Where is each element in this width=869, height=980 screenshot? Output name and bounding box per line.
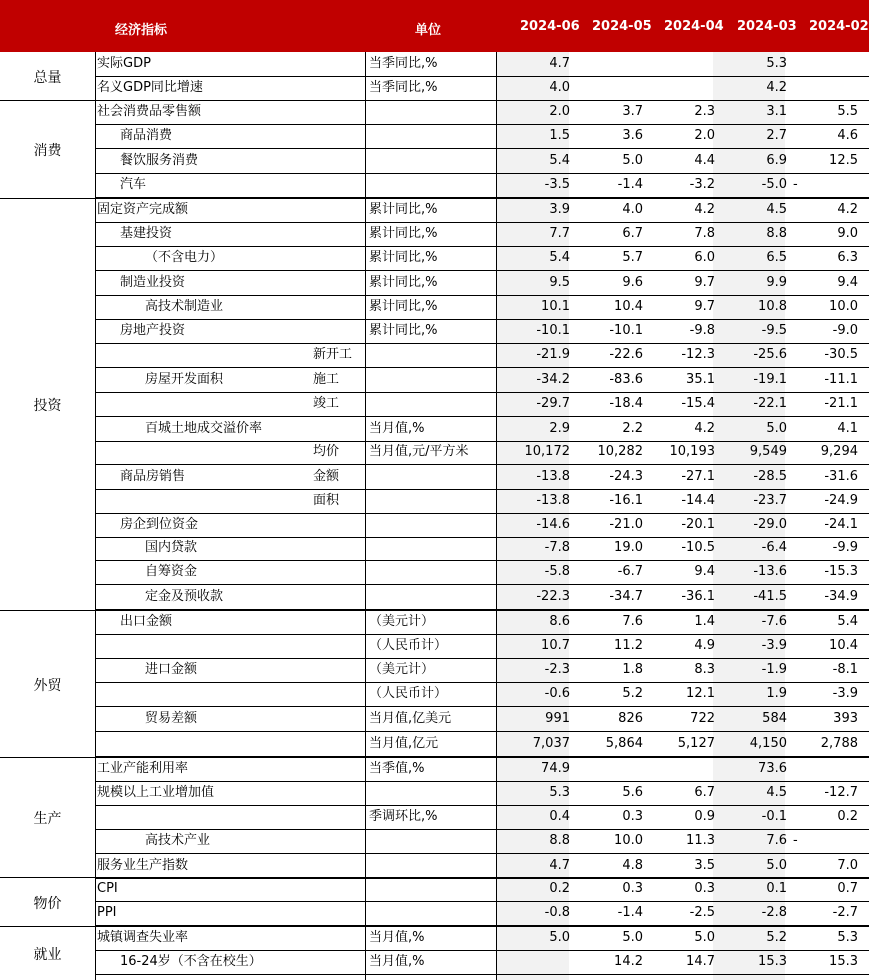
- row-label: 名义GDP同比增速: [97, 80, 203, 95]
- row-label: PPI: [97, 905, 117, 920]
- row-divider: [96, 270, 869, 271]
- value-cell: -13.8: [536, 493, 570, 508]
- value-cell: 4.0: [549, 80, 570, 95]
- value-cell: -9.0: [832, 323, 858, 338]
- value-cell: 0.3: [622, 881, 643, 896]
- value-cell: 9,294: [820, 444, 858, 459]
- row-divider: [96, 319, 869, 320]
- value-cell: 4.2: [766, 80, 787, 95]
- section-label: 就业: [33, 947, 62, 963]
- value-cell: -3.2: [689, 177, 715, 192]
- row-divider: [96, 878, 869, 879]
- row-label: 餐饮服务消费: [120, 153, 199, 168]
- value-cell: -6.7: [617, 564, 643, 579]
- value-cell: -5.0: [761, 177, 787, 192]
- row-label: 房地产投资: [120, 323, 186, 338]
- row-sublabel: 竣工: [313, 396, 340, 411]
- row-unit: 累计同比,%: [369, 323, 438, 338]
- value-cell: 5.5: [837, 104, 858, 119]
- row-label: 制造业投资: [120, 275, 186, 290]
- row-divider: [96, 173, 869, 174]
- value-cell: 4,150: [749, 736, 787, 751]
- section-label: 消费: [33, 143, 62, 159]
- row-label: 自筹资金: [145, 564, 198, 579]
- value-cell: 0.1: [766, 881, 787, 896]
- value-cell: -12.7: [824, 785, 858, 800]
- value-cell: 0.3: [694, 881, 715, 896]
- value-cell: -22.1: [753, 396, 787, 411]
- value-cell: 8.8: [549, 833, 570, 848]
- value-cell: 10.8: [758, 299, 787, 314]
- value-cell: -19.1: [753, 372, 787, 387]
- value-cell: 10.0: [614, 833, 643, 848]
- value-cell: 826: [618, 711, 643, 726]
- value-cell: 6.7: [622, 226, 643, 241]
- row-unit: 当季同比,%: [369, 80, 438, 95]
- row-label: 基建投资: [120, 226, 173, 241]
- value-cell: -23.7: [753, 493, 787, 508]
- header-period-0: 2024-06: [520, 19, 580, 34]
- value-cell: 2,788: [820, 736, 858, 751]
- value-cell: -14.6: [536, 517, 570, 532]
- section-divider: [0, 757, 869, 758]
- value-cell: 6.7: [694, 785, 715, 800]
- value-cell: 3.7: [622, 104, 643, 119]
- value-cell: -22.3: [536, 589, 570, 604]
- value-cell: 6.3: [837, 250, 858, 265]
- value-cell: -28.5: [753, 469, 787, 484]
- value-cell: 7.7: [549, 226, 570, 241]
- row-label: CPI: [97, 881, 118, 896]
- value-cell: 9.6: [622, 275, 643, 290]
- value-cell: 7.8: [694, 226, 715, 241]
- value-cell: 7.6: [622, 614, 643, 629]
- value-cell: 11.2: [614, 638, 643, 653]
- value-cell: -7.8: [544, 540, 570, 555]
- value-cell: 2.0: [694, 128, 715, 143]
- value-cell: -30.5: [824, 347, 858, 362]
- value-cell: 6.9: [766, 153, 787, 168]
- row-label: 房企到位资金: [120, 517, 199, 532]
- value-cell: 5.7: [622, 250, 643, 265]
- value-cell: 3.9: [549, 202, 570, 217]
- value-cell: 584: [762, 711, 787, 726]
- section-divider: [0, 926, 869, 927]
- row-sublabel: 新开工: [313, 347, 353, 362]
- value-cell: 6.5: [766, 250, 787, 265]
- row-unit: 累计同比,%: [369, 299, 438, 314]
- row-label: 固定资产完成额: [97, 202, 189, 217]
- value-cell: 2.2: [622, 421, 643, 436]
- value-cell: 10,282: [597, 444, 643, 459]
- value-cell: -12.3: [681, 347, 715, 362]
- row-label: 百城土地成交溢价率: [145, 421, 263, 436]
- value-cell: -13.8: [536, 469, 570, 484]
- value-cell: 4.4: [694, 153, 715, 168]
- value-cell: -21.0: [609, 517, 643, 532]
- row-divider: [96, 100, 869, 101]
- value-cell: 9,549: [749, 444, 787, 459]
- value-cell: 10.7: [541, 638, 570, 653]
- value-cell: 10,172: [524, 444, 570, 459]
- value-cell: -1.9: [761, 662, 787, 677]
- row-label: （不含电力）: [145, 250, 224, 265]
- row-divider: [96, 489, 869, 490]
- row-unit: 当季值,%: [369, 761, 425, 776]
- value-cell: 1.8: [622, 662, 643, 677]
- row-unit: 当月值,%: [369, 954, 425, 969]
- value-cell: 73.6: [758, 761, 787, 776]
- value-cell: -21.1: [824, 396, 858, 411]
- value-cell: 10.1: [541, 299, 570, 314]
- row-unit: 当月值,%: [369, 930, 425, 945]
- section-label: 投资: [33, 398, 62, 414]
- value-cell: -15.4: [681, 396, 715, 411]
- row-divider: [96, 925, 869, 926]
- value-cell: 9.4: [694, 564, 715, 579]
- header-period-2: 2024-04: [664, 19, 724, 34]
- value-cell: 5.3: [766, 56, 787, 71]
- value-cell: -83.6: [609, 372, 643, 387]
- section-divider: [0, 198, 869, 199]
- row-divider: [96, 901, 869, 902]
- value-cell: 6.0: [694, 250, 715, 265]
- row-unit: 累计同比,%: [369, 250, 438, 265]
- value-cell: -29.7: [536, 396, 570, 411]
- value-cell: 3.6: [622, 128, 643, 143]
- value-cell: 7.0: [837, 858, 858, 873]
- value-cell: 5,127: [677, 736, 715, 751]
- row-unit: 当月值,元/平方米: [369, 444, 469, 459]
- row-divider: [96, 416, 869, 417]
- row-label: 国内贷款: [145, 540, 198, 555]
- row-divider: [96, 634, 869, 635]
- value-cell: 2.3: [694, 104, 715, 119]
- value-cell: 10.4: [614, 299, 643, 314]
- row-label: 贸易差额: [145, 711, 198, 726]
- row-divider: [96, 609, 869, 610]
- row-unit: （人民币计）: [369, 638, 448, 653]
- value-cell: 0.2: [549, 881, 570, 896]
- value-cell: -8.1: [832, 662, 858, 677]
- row-sublabel: 施工: [313, 372, 340, 387]
- value-cell: 4.0: [622, 202, 643, 217]
- row-label: 汽车: [120, 177, 147, 192]
- row-label: 服务业生产指数: [97, 858, 189, 873]
- value-cell: 5.0: [622, 930, 643, 945]
- value-cell: -10.5: [681, 540, 715, 555]
- value-cell: -9.5: [761, 323, 787, 338]
- section-label: 总量: [33, 70, 62, 86]
- row-divider: [96, 682, 869, 683]
- row-label: 房屋开发面积: [145, 372, 224, 387]
- value-cell: -31.6: [824, 469, 858, 484]
- value-cell: -0.1: [761, 809, 787, 824]
- value-cell: 5.4: [837, 614, 858, 629]
- row-unit: （美元计）: [369, 614, 435, 629]
- value-cell: -6.4: [761, 540, 787, 555]
- value-cell: 15.3: [758, 954, 787, 969]
- value-cell: -3.5: [544, 177, 570, 192]
- row-unit: 累计同比,%: [369, 226, 438, 241]
- row-label: 出口金额: [120, 614, 173, 629]
- row-divider: [96, 76, 869, 77]
- value-cell: 4.7: [549, 56, 570, 71]
- value-cell: 5.0: [694, 930, 715, 945]
- value-cell: 9.7: [694, 275, 715, 290]
- column-divider: [95, 52, 96, 980]
- value-cell: 4.5: [766, 202, 787, 217]
- value-cell: 4.2: [694, 421, 715, 436]
- value-cell: -2.8: [761, 905, 787, 920]
- value-cell: 12.1: [686, 686, 715, 701]
- row-divider: [96, 584, 869, 585]
- value-cell: -1.4: [617, 905, 643, 920]
- value-cell: 1.9: [766, 686, 787, 701]
- row-unit: 当月值,亿美元: [369, 711, 452, 726]
- section-label: 物价: [33, 895, 62, 912]
- value-cell: -13.6: [753, 564, 787, 579]
- section-divider: [0, 610, 869, 611]
- row-divider: [96, 829, 869, 830]
- value-cell: 10,193: [669, 444, 715, 459]
- header-period-1: 2024-05: [592, 19, 652, 34]
- value-cell: 4.8: [622, 858, 643, 873]
- column-divider: [496, 52, 497, 980]
- value-cell: -0.8: [544, 905, 570, 920]
- value-cell: 0.4: [549, 809, 570, 824]
- row-unit: 当季同比,%: [369, 56, 438, 71]
- row-divider: [96, 367, 869, 368]
- row-label: 社会消费品零售额: [97, 104, 202, 119]
- row-divider: [96, 295, 869, 296]
- value-cell: -10.1: [609, 323, 643, 338]
- row-unit: （人民币计）: [369, 686, 448, 701]
- value-cell: 5.0: [766, 421, 787, 436]
- value-cell: -16.1: [609, 493, 643, 508]
- value-cell: -10.1: [536, 323, 570, 338]
- value-cell: -2.5: [689, 905, 715, 920]
- row-divider: [96, 441, 869, 442]
- value-cell: 5.2: [622, 686, 643, 701]
- section-label: 生产: [33, 811, 62, 827]
- row-label: 商品消费: [120, 128, 173, 143]
- value-cell: 3.5: [694, 858, 715, 873]
- value-cell: 11.3: [686, 833, 715, 848]
- row-divider: [96, 805, 869, 806]
- value-cell: -11.1: [824, 372, 858, 387]
- value-cell: 9.7: [694, 299, 715, 314]
- value-cell: 722: [690, 711, 715, 726]
- value-cell: 5.6: [622, 785, 643, 800]
- value-cell: -7.6: [761, 614, 787, 629]
- row-divider: [96, 853, 869, 854]
- row-divider: [96, 974, 869, 975]
- value-cell: -: [793, 177, 798, 192]
- row-divider: [96, 343, 869, 344]
- row-unit: 累计同比,%: [369, 202, 438, 217]
- value-cell: 5.3: [837, 930, 858, 945]
- row-divider: [96, 731, 869, 732]
- row-divider: [96, 464, 869, 465]
- value-cell: -41.5: [753, 589, 787, 604]
- value-cell: 2.0: [549, 104, 570, 119]
- value-cell: -21.9: [536, 347, 570, 362]
- value-cell: -2.3: [544, 662, 570, 677]
- row-label: 高技术产业: [145, 833, 211, 848]
- row-divider: [96, 392, 869, 393]
- value-cell: 10.4: [829, 638, 858, 653]
- value-cell: 4.2: [837, 202, 858, 217]
- row-divider: [96, 124, 869, 125]
- value-cell: 8.3: [694, 662, 715, 677]
- value-cell: -24.3: [609, 469, 643, 484]
- value-cell: 4.7: [549, 858, 570, 873]
- value-cell: -0.6: [544, 686, 570, 701]
- header-indicator: 经济指标: [115, 23, 168, 38]
- value-cell: -20.1: [681, 517, 715, 532]
- row-label: 规模以上工业增加值: [97, 785, 215, 800]
- row-label: 16-24岁（不含在校生）: [120, 954, 262, 969]
- row-divider: [96, 222, 869, 223]
- section-label: 外贸: [33, 677, 62, 694]
- row-sublabel: 均价: [313, 444, 340, 459]
- value-cell: -18.4: [609, 396, 643, 411]
- row-unit: 当月值,亿元: [369, 736, 439, 751]
- value-cell: 0.9: [694, 809, 715, 824]
- value-cell: 3.1: [766, 104, 787, 119]
- row-label: 工业产能利用率: [97, 761, 189, 776]
- row-divider: [96, 560, 869, 561]
- value-cell: 5.0: [622, 153, 643, 168]
- value-cell: 5,864: [605, 736, 643, 751]
- row-unit: （美元计）: [369, 662, 435, 677]
- value-cell: -34.7: [609, 589, 643, 604]
- row-divider: [96, 513, 869, 514]
- value-cell: -5.8: [544, 564, 570, 579]
- header-unit: 单位: [415, 23, 442, 38]
- value-cell: 7,037: [532, 736, 570, 751]
- value-cell: -15.3: [824, 564, 858, 579]
- header-period-4: 2024-02: [809, 19, 869, 34]
- value-cell: 4.1: [837, 421, 858, 436]
- value-cell: 8.6: [549, 614, 570, 629]
- row-divider: [96, 781, 869, 782]
- value-cell: 35.1: [686, 372, 715, 387]
- value-cell: -1.4: [617, 177, 643, 192]
- value-cell: 14.2: [614, 954, 643, 969]
- value-cell: -3.9: [761, 638, 787, 653]
- row-unit: 累计同比,%: [369, 275, 438, 290]
- value-cell: 9.4: [837, 275, 858, 290]
- value-cell: 12.5: [829, 153, 858, 168]
- value-cell: 5.0: [766, 858, 787, 873]
- value-cell: 5.2: [766, 930, 787, 945]
- value-cell: 4.2: [694, 202, 715, 217]
- row-label: 进口金额: [145, 662, 198, 677]
- value-cell: -25.6: [753, 347, 787, 362]
- value-cell: -34.9: [824, 589, 858, 604]
- row-label: 商品房销售: [120, 469, 186, 484]
- value-cell: -: [793, 833, 798, 848]
- value-cell: 2.7: [766, 128, 787, 143]
- value-cell: 14.7: [686, 954, 715, 969]
- value-cell: -24.1: [824, 517, 858, 532]
- row-sublabel: 金额: [313, 469, 340, 484]
- value-cell: 0.7: [837, 881, 858, 896]
- value-cell: -2.7: [832, 905, 858, 920]
- value-cell: 393: [833, 711, 858, 726]
- value-cell: 5.4: [549, 153, 570, 168]
- value-cell: 5.0: [549, 930, 570, 945]
- value-cell: 0.3: [622, 809, 643, 824]
- value-cell: 991: [545, 711, 570, 726]
- row-label: 城镇调查失业率: [97, 930, 189, 945]
- value-cell: -24.9: [824, 493, 858, 508]
- row-divider: [96, 148, 869, 149]
- value-cell: 4.5: [766, 785, 787, 800]
- value-cell: 2.9: [549, 421, 570, 436]
- table-header: [0, 0, 869, 52]
- value-cell: 4.9: [694, 638, 715, 653]
- value-cell: 9.5: [549, 275, 570, 290]
- value-cell: 10.0: [829, 299, 858, 314]
- row-divider: [96, 706, 869, 707]
- value-cell: -36.1: [681, 589, 715, 604]
- row-label: 实际GDP: [97, 56, 151, 71]
- row-sublabel: 面积: [313, 493, 340, 508]
- value-cell: 7.6: [766, 833, 787, 848]
- value-cell: -22.6: [609, 347, 643, 362]
- header-period-3: 2024-03: [737, 19, 797, 34]
- value-cell: 9.0: [837, 226, 858, 241]
- row-divider: [96, 246, 869, 247]
- value-cell: -3.9: [832, 686, 858, 701]
- value-cell: -34.2: [536, 372, 570, 387]
- value-cell: 9.9: [766, 275, 787, 290]
- row-divider: [96, 950, 869, 951]
- row-unit: 当月值,%: [369, 421, 425, 436]
- value-cell: 0.2: [837, 809, 858, 824]
- value-cell: 1.4: [694, 614, 715, 629]
- value-cell: -29.0: [753, 517, 787, 532]
- value-cell: 4.6: [837, 128, 858, 143]
- column-divider: [365, 52, 366, 980]
- value-cell: 1.5: [549, 128, 570, 143]
- value-cell: -27.1: [681, 469, 715, 484]
- value-cell: 19.0: [614, 540, 643, 555]
- value-cell: 15.3: [829, 954, 858, 969]
- value-cell: -9.9: [832, 540, 858, 555]
- value-cell: 74.9: [541, 761, 570, 776]
- row-label: 定金及预收款: [145, 589, 224, 604]
- row-divider: [96, 658, 869, 659]
- row-unit: 季调环比,%: [369, 809, 438, 824]
- value-cell: 5.4: [549, 250, 570, 265]
- row-divider: [96, 197, 869, 198]
- value-cell: 5.3: [549, 785, 570, 800]
- value-cell: -9.8: [689, 323, 715, 338]
- value-cell: -14.4: [681, 493, 715, 508]
- row-label: 高技术制造业: [145, 299, 224, 314]
- row-divider: [96, 537, 869, 538]
- row-divider: [96, 756, 869, 757]
- value-cell: 8.8: [766, 226, 787, 241]
